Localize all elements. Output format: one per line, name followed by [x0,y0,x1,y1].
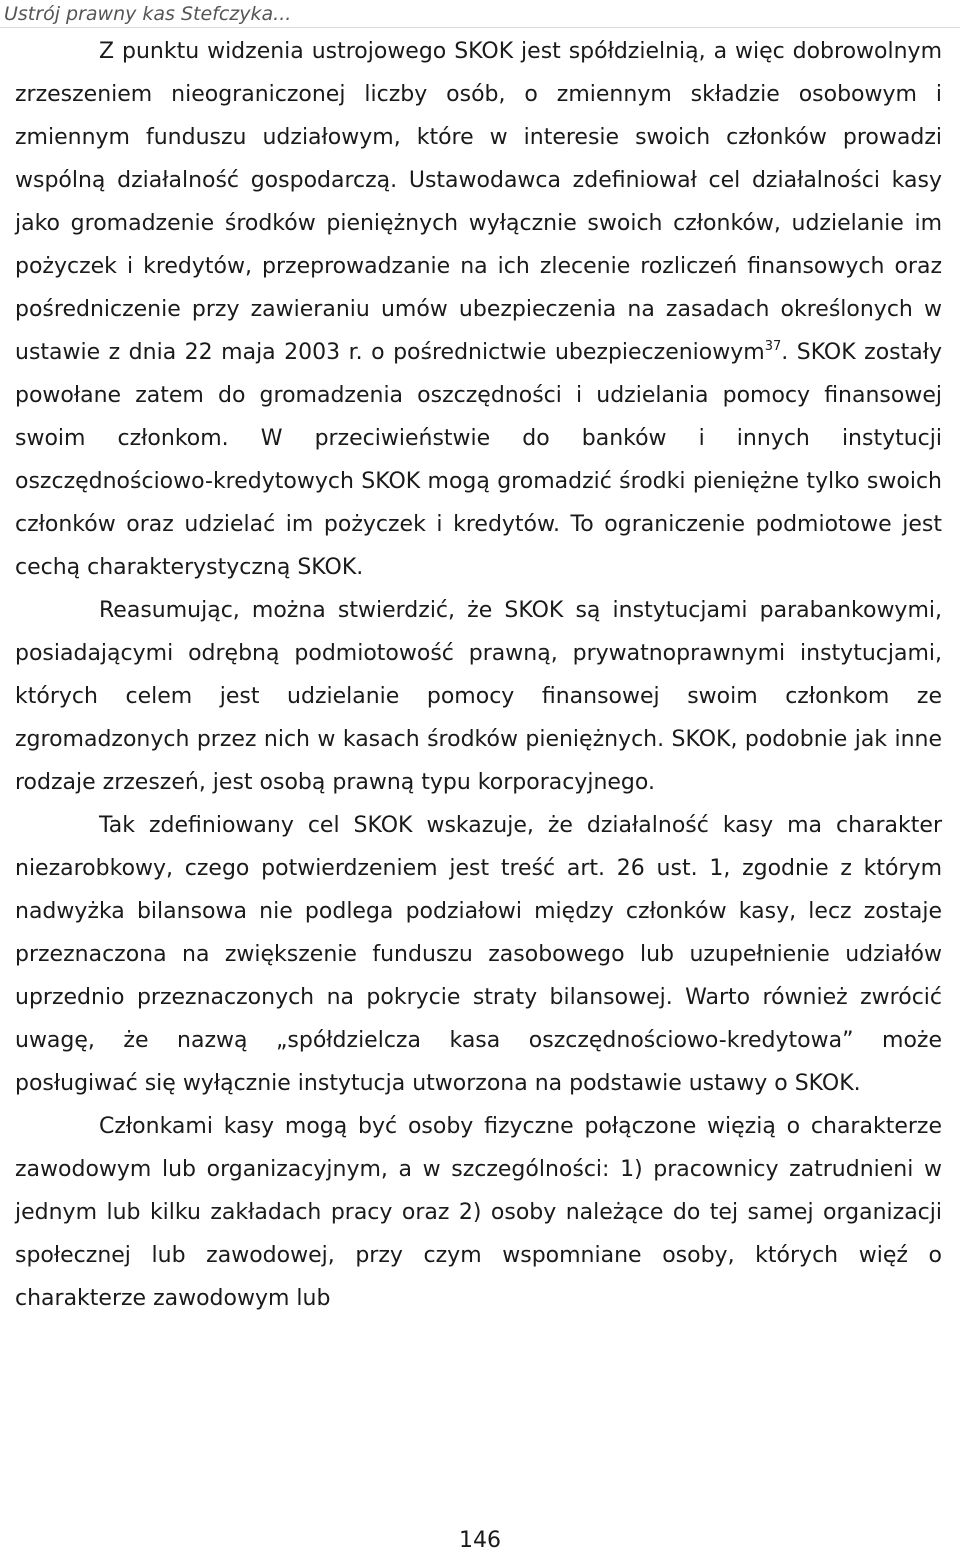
paragraph-members: Członkami kasy mogą być osoby fizyczne połączone więzią o charakterze zawodowym lub organizacyjnym, a w szczególności: 1) pracownicy zatrudnieni w jednym lub kilku zakładach pracy oraz 2) osoby należące do tej samej organizacji społecznej lub zawodowej, przy czym wspomniane osoby, których więź o charakterze zawodowym lub [15,1114,942,1311]
footnote-reference: 37 [764,339,782,354]
page-number: 146 [459,1528,501,1553]
paragraph-text: Z punktu widzenia ustrojowego SKOK jest spółdzielnią, a więc dobrowolnym zrzeszeniem nieograniczonej liczby osób, o zmiennym składzie osobowym i zmiennym funduszu udziałowym, które w interesie swoich członków prowadzi wspólną działalność gospodarczą. Ustawodawca zdefiniował cel działalności kasy jako gromadzenie środków pieniężnych wyłącznie swoich członków, udzielanie im pożyczek i kredytów, przeprowadzanie na ich zlecenie rozliczeń finansowych oraz pośredniczenie przy zawieraniu umów ubezpieczenia na zasadach określonych w ustawie z dnia 22 maja 2003 r. o pośrednictwie ubezpieczeniowym [15,39,942,365]
document-body [15,30,942,1320]
running-header [0,0,960,28]
paragraph-summary: Reasumując, można stwierdzić, że SKOK są instytucjami parabankowymi, posiadającymi odrębną podmiotowość prawną, prywatnoprawnymi instytucjami, których celem jest udzielanie pomocy finansowej swoim członkom ze zgromadzonych przez nich w kasach środków pieniężnych. SKOK, podobnie jak inne rodzaje zrzeszeń, jest osobą prawną typu korporacyjnego. [15,598,942,795]
paragraph-nonprofit-character: Tak zdefiniowany cel SKOK wskazuje, że działalność kasy ma charakter niezarobkowy, czego potwierdzeniem jest treść art. 26 ust. 1, zgodnie z którym nadwyżka bilansowa nie podlega podziałowi między członków kasy, lecz zostaje przeznaczona na zwiększenie funduszu zasobowego lub uzupełnienie udziałów uprzednio przeznaczonych na pokrycie straty bilansowej. Warto również zwrócić uwagę, że nazwą „spółdzielcza kasa oszczędnościowo-kredytowa” może posługiwać się wyłącznie instytucja utworzona na podstawie ustawy o SKOK. [15,813,942,1096]
paragraph-skok-definition [15,30,942,589]
paragraph-text-continued: . SKOK zostały powołane zatem do gromadzenia oszczędności i udzielania pomocy finansowej swoim członkom. W przeciwieństwie do banków i innych instytucji oszczędnościowo-kredytowych SKOK mogą gromadzić środki pieniężne tylko swoich członków oraz udzielać im pożyczek i kredytów. To ograniczenie podmiotowe jest cechą charakterystyczną SKOK. [15,340,943,580]
running-title: Ustrój prawny kas Stefczyka... [4,3,292,25]
